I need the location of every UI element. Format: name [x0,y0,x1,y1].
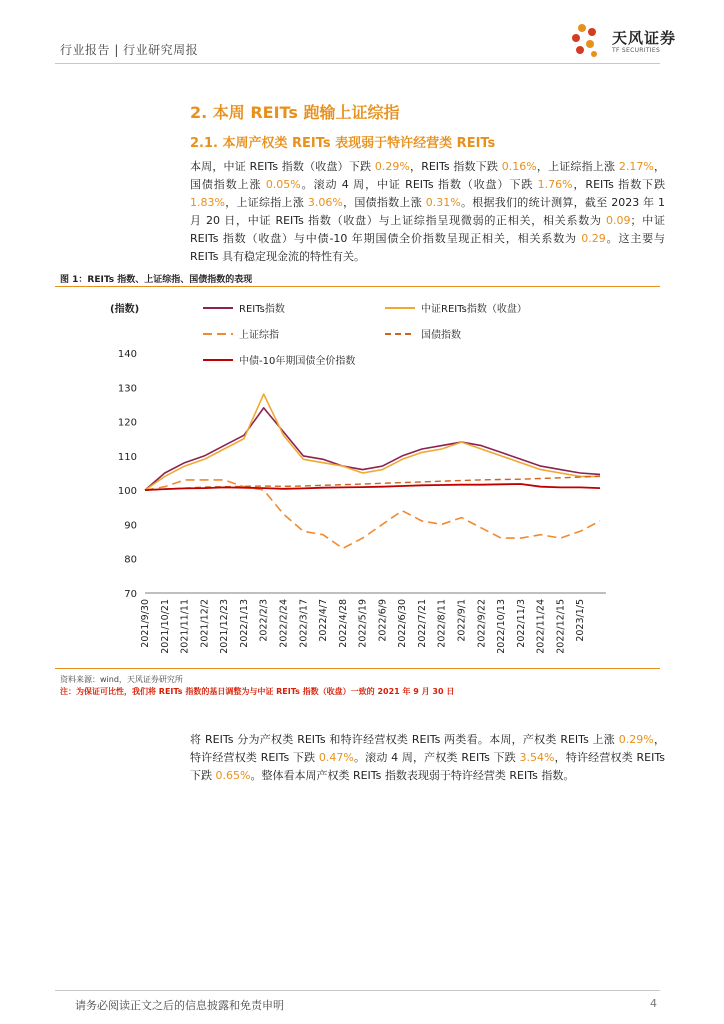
y-tick-label: 90 [124,520,137,532]
highlighted-value: 0.05% [265,178,301,191]
x-tick-label: 2023/1/5 [575,599,587,642]
text-run: 本周，中证 REITs 指数（收盘）下跌 [190,160,375,173]
x-tick-label: 2022/11/24 [535,599,547,654]
logo-subtitle: TF SECURITIES [612,47,661,54]
text-run: 将 REITs 分为产权类 REITs 和特许经营权类 REITs 两类看。本周，产权类 REITs 上涨 [190,733,619,746]
header-divider [55,63,660,64]
y-tick-label: 140 [117,349,137,360]
x-tick-label: 2022/6/9 [377,599,389,642]
x-tick-label: 2022/7/21 [416,599,428,648]
highlighted-value: 1.76% [537,178,573,191]
y-tick-label: 110 [117,451,137,463]
report-category: 行业报告 | 行业研究周报 [60,43,199,57]
highlighted-value: 0.31% [425,196,461,209]
x-tick-label: 2022/2/24 [278,599,290,648]
y-axis-label: (指数) [110,304,140,315]
highlighted-value: 0.09 [606,214,631,227]
x-tick-label: 2022/8/11 [436,599,448,648]
highlighted-value: 1.83% [190,196,225,209]
text-run: 。滚动 4 周，中证 REITs 指数（收盘）下跌 [300,178,538,191]
text-run: 。滚动 4 周，产权类 REITs 下跌 [353,751,520,764]
section-subtitle: 2.1. 本周产权类 REITs 表现弱于特许经营类 REITs [190,136,496,151]
y-tick-label: 130 [117,383,137,395]
logo-name: 天风证券 [612,29,677,47]
line-chart [95,295,655,665]
highlighted-value: 0.16% [501,160,537,173]
x-tick-label: 2022/1/13 [238,599,250,648]
y-tick-label: 120 [117,417,137,429]
y-tick-label: 100 [117,486,137,498]
x-tick-label: 2021/11/11 [179,599,191,654]
x-tick-label: 2022/10/13 [496,599,508,654]
x-tick-label: 2021/12/2 [199,599,211,648]
highlighted-value: 0.29% [618,733,654,746]
figure-top-rule [55,286,660,287]
x-tick-label: 2022/3/17 [298,599,310,648]
x-tick-label: 2022/6/30 [397,599,409,648]
footer-divider [55,990,660,991]
x-tick-label: 2022/9/22 [476,599,488,648]
figure-note: 注：为保证可比性，我们将 REITs 指数的基日调整为与中证 REITs 指数（收盘）一致的 2021 年 9 月 30 日 [60,687,455,696]
x-tick-label: 2022/2/3 [258,599,270,642]
y-tick-label: 80 [124,554,137,566]
series-line [145,394,600,490]
chart-legend [203,302,527,367]
highlighted-value: 0.29% [374,160,410,173]
text-run: 。整体看本周产权类 REITs 指数表现弱于特许经营类 REITs 指数。 [250,769,575,782]
legend-label: 国债指数 [421,330,461,341]
x-tick-label: 2022/5/19 [357,599,369,648]
body-paragraph-2 [190,731,665,785]
text-run: ，特许经营权类 REITs 下跌 [190,751,665,782]
x-tick-label: 2021/9/30 [140,599,151,648]
text-run: ，上证综指上涨 [536,160,619,173]
legend-label: REITs指数 [239,304,285,315]
highlighted-value: 3.54% [519,751,555,764]
highlighted-value: 3.06% [307,196,343,209]
legend-label: 中债-10年期国债全价指数 [239,356,356,367]
x-tick-label: 2022/11/3 [515,599,527,648]
text-run: ，国债指数上涨 [190,160,665,191]
x-tick-label: 2022/12/15 [555,599,567,654]
y-tick-label: 70 [124,589,137,600]
body-paragraph-1 [190,158,665,266]
figure-bottom-rule [55,668,660,669]
x-tick-label: 2022/4/7 [318,599,330,642]
x-tick-label: 2022/9/1 [456,599,468,642]
highlighted-value: 0.29 [581,232,606,245]
series-line [145,408,600,490]
series-line [145,480,600,549]
highlighted-value: 0.47% [318,751,354,764]
text-run: 。根据我们的统计测算，截至 2023 年 1 月 20 日，中证 REITs 指数（收盘）与上证综指呈现微弱的正相关，相关系数为 [190,196,666,227]
text-run: ，上证综指上涨 [224,196,308,209]
x-tick-label: 2022/4/28 [337,599,349,648]
text-run: ，特许经营权类 REITs 下跌 [190,733,665,764]
page-number: 4 [650,997,657,1010]
section-title: 2. 本周 REITs 跑输上证综指 [190,103,400,122]
highlighted-value: 2.17% [618,160,654,173]
series-line [145,484,600,490]
text-run: ；中证 REITs 指数（收盘）与中债-10 年期国债全价指数呈现正相关，相关系数为 [190,214,666,245]
figure-source: 资料来源：wind，天风证券研究所 [60,675,183,684]
text-run: ，REITs 指数下跌 [572,178,666,191]
legend-label: 上证综指 [239,330,279,341]
legend-label: 中证REITs指数（收盘） [421,304,527,315]
text-run: ，国债指数上涨 [342,196,426,209]
x-tick-label: 2021/10/21 [159,599,171,654]
figure-title: 图 1：REITs 指数、上证综指、国债指数的表现 [60,275,253,285]
footer-disclaimer: 请务必阅读正文之后的信息披露和免责申明 [75,999,284,1012]
chart-axes [110,302,606,654]
highlighted-value: 0.65% [215,769,251,782]
x-tick-label: 2021/12/23 [219,599,231,654]
text-run: 。这主要与 REITs 具有稳定现金流的特性有关。 [190,232,666,263]
text-run: ，REITs 指数下跌 [409,160,502,173]
chart-series [145,394,600,548]
